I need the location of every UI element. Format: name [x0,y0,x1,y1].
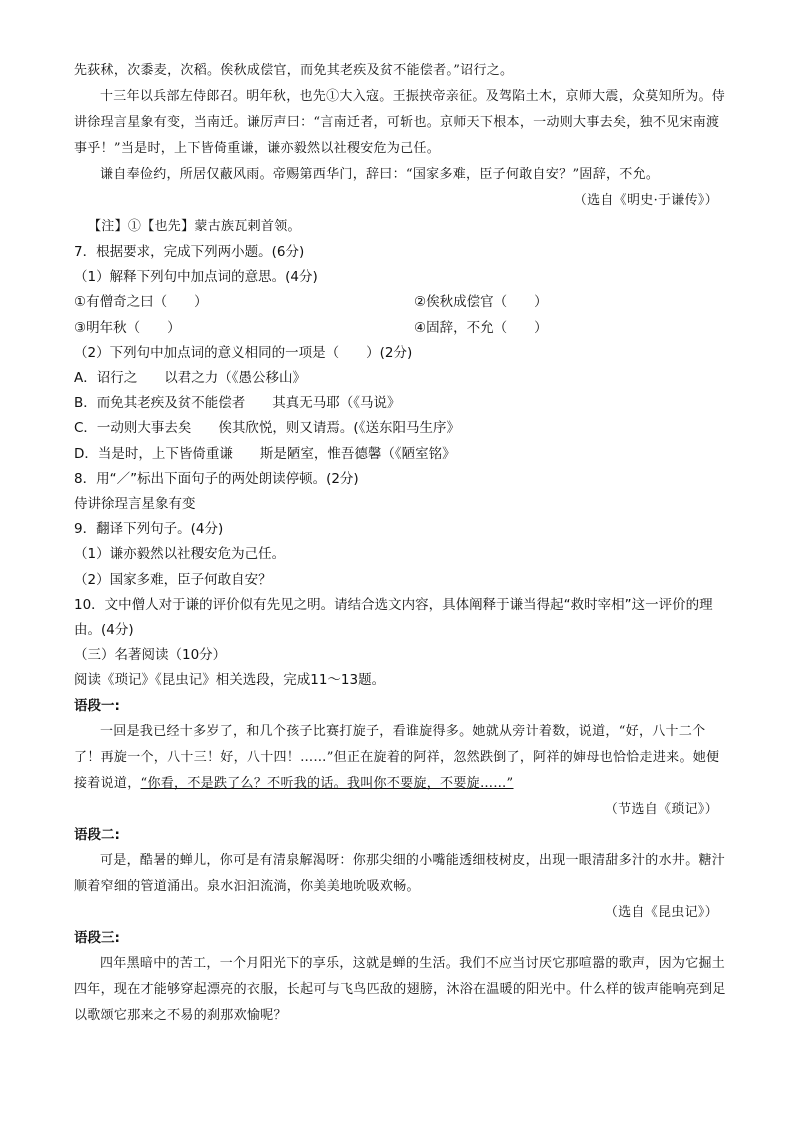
question-7-1-row-2 [74,316,730,341]
excerpt-1-body: 一回是我已经十多岁了，和几个孩子比赛打旋子，看谁旋得多。她就从旁计着数，说道，“好，八十二个了！再旋一个，八十三！好，八十四！……”但正在旋着的阿祥，忽然跌倒了，阿祥的婶母也恰恰走进来。她便接着说道， [74,723,720,791]
option-d: D．当是时，上下皆倚重谦 斯是陋室，惟吾德馨（《陋室铭》 [74,445,456,462]
question-7-1-c: ③明年秋（ ） [74,319,181,336]
excerpt-3-title: 语段三: [74,930,120,947]
excerpt-2-title: 语段二: [74,826,120,843]
question-7-1: （1）解释下列句中加点词的意思。(4分) [74,269,318,286]
question-9-2: （2）国家多难，臣子何敢自安？ [74,571,272,588]
question-7: 7．根据要求，完成下列两小题。(6分) [74,244,305,260]
passage-note: 【注】①【也先】蒙古族瓦剌首领。 [88,219,301,234]
excerpt-3-text: 四年黑暗中的苦工，一个月阳光下的享乐，这就是蝉的生活。我们不应当讨厌它那喧嚣的歌声，因为它掘土四年，现在才能够穿起漂亮的衣服，长起可与飞鸟匹敌的翅膀，沐浴在温暖的阳光中。什么样的钹声能响亮到足以歌颂它那来之不易的刹那欢愉呢？ [74,956,726,1024]
option-c: C．一动则大事去矣 俟其欣悦，则又请焉。(《送东阳马生序》 [74,420,460,437]
question-7-1-row-1 [74,290,730,315]
section-3-intro: 阅读《琐记》《昆虫记》相关选段，完成11～13题。 [74,672,386,689]
excerpt-1-text [74,719,730,797]
question-8-text: 侍讲徐珵言星象有变 [74,496,196,513]
excerpt-1-title: 语段一: [74,697,120,714]
question-7-1-d: ④固辞，不允（ ） [414,319,548,336]
question-8: 8．用“／”标出下面句子的两处朗读停顿。(2分) [74,470,359,487]
question-9-1: （1）谦亦毅然以社稷安危为己任。 [74,546,286,563]
question-10: 10．文中僧人对于谦的评价似有先见之明。请结合选文内容，具体阐释于谦当得起“救时宰相”这一评价的理由。(4分) [74,596,713,639]
section-3-title: （三）名著阅读（10分） [74,647,227,664]
excerpt-1-underlined: “你看，不是跌了么？不听我的话。我叫你不要旋，不要旋……” [140,775,514,791]
option-b: B．而免其老疾及贫不能偿者 其真无马耶（《马说》 [74,395,401,412]
question-9: 9．翻译下列句子。(4分) [74,521,224,538]
option-a: A．诏行之 以君之力（《愚公移山》 [74,370,306,387]
excerpt-2-text: 可是，酷暑的蝉儿，你可是有清泉解渴呀：你那尖细的小嘴能透细枝树皮，出现一眼清甜多汁的水井。糖汁顺着窄细的管道涌出。泉水汩汩流淌，你美美地吮吸欢畅。 [74,853,726,895]
question-7-2: （2）下列句中加点词的意义相同的一项是（ ）(2分) [74,344,413,361]
passage-source: （选自《明史·于谦传》） [573,193,718,208]
passage-para-3: 谦自奉俭约，所居仅蔽风雨。帝赐第西华门，辞曰：“国家多难，臣子何敢自安？”固辞，不允。 [100,167,660,182]
excerpt-2-source: （选自《昆虫记》） [604,905,718,921]
question-7-1-a: ①有僧奇之曰（ ） [74,294,208,311]
passage-line-1: 先荻秫，次黍麦，次稻。俟秋成偿官，而免其老疾及贫不能偿者。”诏行之。 [74,63,514,78]
exam-page [74,58,730,1029]
excerpt-1-source: （节选自《琐记》） [604,801,718,817]
question-7-1-b: ②俟秋成偿官（ ） [414,294,548,311]
passage-para-2: 十三年以兵部左侍郎召。明年秋，也先①大入寇。王振挟帝亲征。及驾陷土木，京师大震，众莫知所为。侍讲徐珵言星象有变，当南迁。谦厉声曰：“言南迁者，可斩也。京师天下根本，一动则大事去矣，独不见宋南渡事乎！”当是时，上下皆倚重谦，谦亦毅然以社稷安危为己任。 [74,89,726,156]
